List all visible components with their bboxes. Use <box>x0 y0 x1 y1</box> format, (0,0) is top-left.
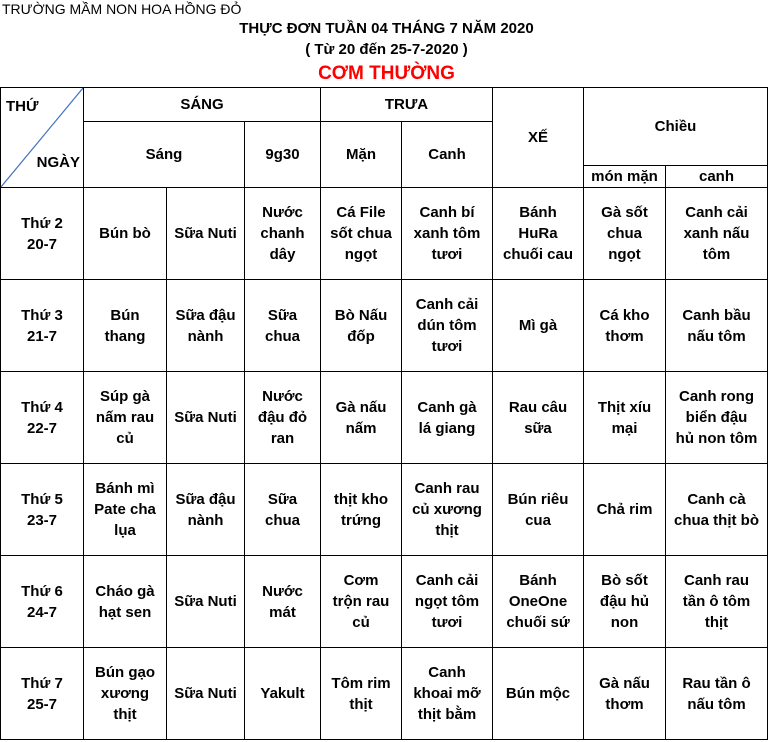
cell-line: đốp <box>347 327 375 345</box>
chieu-canh-cell <box>666 464 768 556</box>
cell-line: chua <box>606 225 642 242</box>
cell-line: tươi <box>431 338 463 355</box>
cell-line: Bánh mì <box>95 480 155 497</box>
trua-man-cell <box>321 648 402 740</box>
cell-line: Nước <box>262 204 303 221</box>
cell-line: tươi <box>431 614 463 631</box>
header-corner <box>1 88 84 188</box>
cell-line: xanh tôm <box>413 225 481 242</box>
cell-line: đậu đỏ <box>257 409 308 426</box>
xe-cell <box>493 188 584 280</box>
chieu-canh-cell <box>666 556 768 648</box>
cell-line: thang <box>104 327 146 345</box>
cell-line: mát <box>269 603 296 621</box>
xe-cell <box>493 648 584 740</box>
chieu-mon-man-cell <box>584 280 666 372</box>
cell-line: Sữa Nuti <box>174 225 237 242</box>
chieu-mon-man-cell <box>584 372 666 464</box>
cell-line: biển đậu <box>685 409 748 426</box>
cell-line: chua <box>264 511 300 529</box>
sang-milk-cell <box>167 556 245 648</box>
table-row <box>1 464 768 556</box>
cell-line: củ <box>352 614 370 631</box>
cell-line: nành <box>187 327 224 345</box>
cell-line: ran <box>270 430 295 447</box>
chieu-mon-man-cell <box>584 188 666 280</box>
cell-line: Canh rong <box>679 388 754 405</box>
cell-line: Tôm rim <box>331 674 391 692</box>
cell-line: cua <box>525 511 551 529</box>
trua-man-cell <box>321 464 402 556</box>
header-canh-chieu: canh <box>666 166 768 188</box>
day-line: Thứ 5 <box>21 490 63 508</box>
cell-line: Canh gà <box>417 398 477 416</box>
snack-9g30-cell <box>245 372 321 464</box>
day-cell <box>1 464 84 556</box>
cell-line: Rau câu <box>508 398 568 416</box>
cell-line: Bò Nấu <box>334 306 388 324</box>
cell-line: Canh bí <box>419 204 475 221</box>
chieu-mon-man-cell <box>584 464 666 556</box>
snack-9g30-cell <box>245 464 321 556</box>
cell-line: mại <box>611 419 638 437</box>
day-cell <box>1 372 84 464</box>
cell-line: Nước <box>262 388 303 405</box>
cell-line: Bò sốt <box>601 572 648 589</box>
trua-canh-cell <box>402 556 493 648</box>
header-xe: XẾ <box>493 88 584 188</box>
cell-line: Canh rau <box>414 480 480 497</box>
cell-line: Bún <box>110 306 140 324</box>
cell-line: Rau tần ô <box>682 674 751 692</box>
cell-line: xương <box>100 685 150 702</box>
cell-line: Yakult <box>260 685 305 702</box>
cell-line: thịt <box>113 706 137 723</box>
day-cell <box>1 648 84 740</box>
cell-line: Gà sốt <box>601 204 648 221</box>
chieu-canh-cell <box>666 648 768 740</box>
cell-line: Bún gạo <box>95 664 155 681</box>
cell-line: chuối sứ <box>506 614 570 631</box>
trua-canh-cell <box>402 188 493 280</box>
cell-line: Sữa Nuti <box>174 593 237 610</box>
cell-line: ngọt <box>344 246 378 263</box>
trua-man-cell <box>321 188 402 280</box>
sang-dish-cell <box>84 464 167 556</box>
cell-line: thịt bằm <box>417 706 477 723</box>
table-row <box>1 188 768 280</box>
header-man: Mặn <box>321 122 402 188</box>
trua-canh-cell <box>402 280 493 372</box>
day-line: 20-7 <box>26 235 58 253</box>
cell-line: sữa <box>524 419 552 437</box>
cell-line: ngọt tôm <box>414 593 480 610</box>
day-line: 25-7 <box>26 695 58 713</box>
cell-line: thơm <box>605 695 644 713</box>
day-line: 21-7 <box>26 327 58 345</box>
day-line: 22-7 <box>26 419 58 437</box>
cell-line: Canh cải <box>415 572 479 589</box>
cell-line: tôm <box>702 246 731 263</box>
day-line: Thứ 3 <box>21 306 63 324</box>
cell-line: Canh <box>428 664 466 681</box>
cell-line: tươi <box>431 246 463 263</box>
cell-line: Thịt xíu <box>597 398 652 416</box>
header-sang: SÁNG <box>84 88 321 122</box>
sang-milk-cell <box>167 648 245 740</box>
cell-line: sốt chua <box>330 225 392 242</box>
cell-line: củ <box>116 430 134 447</box>
sang-milk-cell <box>167 464 245 556</box>
cell-line: Nước <box>262 582 303 600</box>
cell-line: Súp gà <box>99 388 150 405</box>
cell-line: Cháo gà <box>95 582 155 600</box>
snack-9g30-cell <box>245 188 321 280</box>
sang-milk-cell <box>167 280 245 372</box>
chieu-canh-cell <box>666 372 768 464</box>
day-cell <box>1 188 84 280</box>
cell-line: lá giang <box>418 419 476 437</box>
day-line: Thứ 2 <box>21 214 63 232</box>
cell-line: Cơm <box>343 572 379 589</box>
cell-line: Bánh <box>519 204 557 221</box>
sang-dish-cell <box>84 280 167 372</box>
xe-cell <box>493 556 584 648</box>
cell-line: chua <box>264 327 300 345</box>
table-row <box>1 280 768 372</box>
day-line: Thứ 6 <box>21 582 63 600</box>
trua-canh-cell <box>402 648 493 740</box>
cell-line: non <box>610 614 639 631</box>
cell-line: lụa <box>114 522 136 539</box>
cell-line: trộn rau <box>332 593 390 610</box>
cell-line: Canh rau <box>684 572 750 589</box>
header-9g30: 9g30 <box>245 122 321 188</box>
chieu-mon-man-cell <box>584 648 666 740</box>
cell-line: nấm rau <box>95 409 155 426</box>
chieu-mon-man-cell <box>584 556 666 648</box>
cell-line: Bún bò <box>99 225 151 242</box>
sang-milk-cell <box>167 372 245 464</box>
cell-line: trứng <box>340 511 382 529</box>
cell-line: hủ non tôm <box>675 430 758 447</box>
menu-title: THỰC ĐƠN TUẦN 04 THÁNG 7 NĂM 2020 <box>239 20 534 37</box>
cell-line: nấu tôm <box>687 327 746 345</box>
cell-line: xanh nấu <box>683 225 750 242</box>
trua-man-cell <box>321 372 402 464</box>
cell-line: thịt <box>704 614 729 631</box>
header-ngay: NGÀY <box>36 154 80 171</box>
cell-line: thơm <box>605 327 644 345</box>
day-line: Thứ 4 <box>21 398 63 416</box>
cell-line: Sữa Nuti <box>174 685 237 702</box>
menu-type: CƠM THƯỜNG <box>318 63 455 84</box>
cell-line: thịt kho <box>333 490 389 508</box>
cell-line: hạt sen <box>98 603 152 621</box>
cell-line: Bún mộc <box>505 685 571 702</box>
cell-line: chua thịt bò <box>674 511 759 529</box>
cell-line: Gà nấu <box>599 674 650 692</box>
cell-line: Sữa <box>267 490 298 508</box>
snack-9g30-cell <box>245 280 321 372</box>
day-cell <box>1 556 84 648</box>
cell-line: Sữa Nuti <box>174 409 237 426</box>
day-line: 23-7 <box>26 511 58 529</box>
header-sang-sub: Sáng <box>84 122 245 188</box>
cell-line: Canh cà <box>687 490 746 508</box>
sang-dish-cell <box>84 188 167 280</box>
day-line: 24-7 <box>26 603 58 621</box>
cell-line: Cá kho <box>599 306 650 324</box>
cell-line: thịt <box>435 522 459 539</box>
sang-milk-cell <box>167 188 245 280</box>
sang-dish-cell <box>84 372 167 464</box>
cell-line: Sữa <box>267 306 298 324</box>
xe-cell <box>493 464 584 556</box>
chieu-canh-cell <box>666 280 768 372</box>
cell-line: chanh <box>260 225 305 242</box>
cell-line: dây <box>269 246 296 263</box>
menu-table <box>0 87 768 740</box>
trua-man-cell <box>321 556 402 648</box>
cell-line: khoai mỡ <box>413 685 481 702</box>
day-line: Thứ 7 <box>21 674 63 692</box>
header-chieu: Chiều <box>584 88 768 166</box>
header-thu: THỨ <box>6 98 39 115</box>
table-row <box>1 556 768 648</box>
cell-line: Canh cải <box>685 204 748 221</box>
cell-line: ngọt <box>608 246 641 263</box>
chieu-canh-cell <box>666 188 768 280</box>
cell-line: củ xương <box>412 501 482 518</box>
header-canh: Canh <box>402 122 493 188</box>
day-cell <box>1 280 84 372</box>
cell-line: Gà nấu <box>335 398 387 416</box>
cell-line: OneOne <box>508 593 568 610</box>
cell-line: Chả rim <box>596 501 653 518</box>
school-name: TRƯỜNG MẦM NON HOA HỒNG ĐỎ <box>2 1 242 17</box>
trua-canh-cell <box>402 464 493 556</box>
cell-line: Pate cha <box>94 501 156 518</box>
cell-line: Sữa đậu <box>175 490 236 508</box>
xe-cell <box>493 372 584 464</box>
cell-line: Bún riêu <box>507 490 569 508</box>
cell-line: nành <box>187 511 224 529</box>
cell-line: chuối cau <box>502 246 573 263</box>
trua-man-cell <box>321 280 402 372</box>
cell-line: Canh cải <box>415 296 479 313</box>
sang-dish-cell <box>84 648 167 740</box>
trua-canh-cell <box>402 372 493 464</box>
sang-dish-cell <box>84 556 167 648</box>
cell-line: tần ô tôm <box>682 593 751 610</box>
table-row <box>1 372 768 464</box>
cell-line: đậu hủ <box>599 593 650 610</box>
xe-cell <box>493 280 584 372</box>
cell-line: thịt <box>349 695 373 713</box>
header-mon-man: món mặn <box>584 166 666 188</box>
cell-line: Sữa đậu <box>175 306 236 324</box>
cell-line: HuRa <box>518 225 558 242</box>
cell-line: dún tôm <box>417 317 477 334</box>
header-trua: TRƯA <box>321 88 493 122</box>
snack-9g30-cell <box>245 556 321 648</box>
table-row <box>1 648 768 740</box>
cell-line: Bánh <box>519 572 557 589</box>
snack-9g30-cell <box>245 648 321 740</box>
date-range: ( Từ 20 đến 25-7-2020 ) <box>305 41 468 58</box>
cell-line: nấu tôm <box>687 695 746 713</box>
cell-line: Mì gà <box>518 317 558 334</box>
cell-line: nấm <box>345 419 377 437</box>
cell-line: Canh bầu <box>682 306 751 324</box>
cell-line: Cá File <box>336 204 386 221</box>
